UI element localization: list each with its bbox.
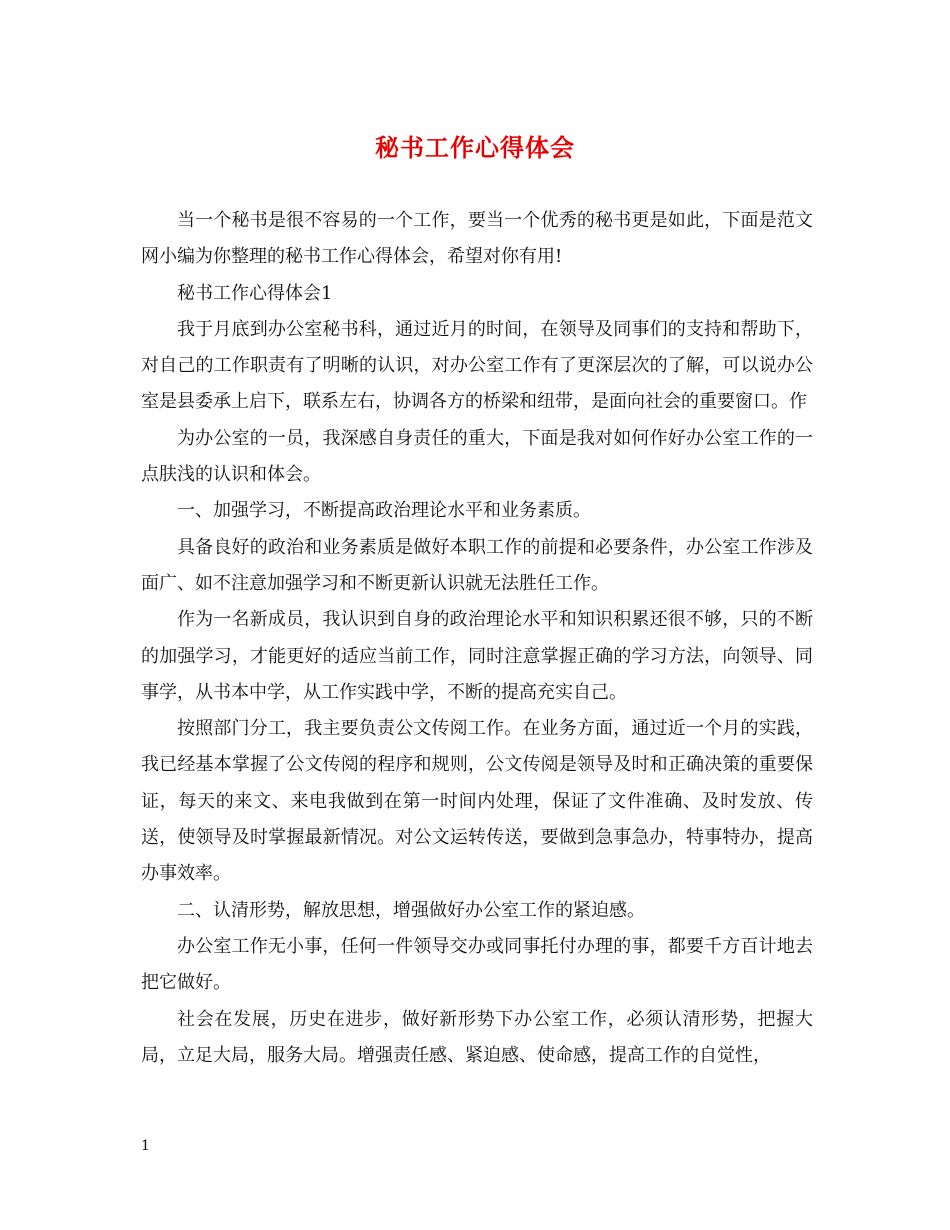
document-body [141, 203, 813, 1074]
paragraph-heading-situation: 二、认清形势，解放思想，增强做好办公室工作的紧迫感。 [177, 899, 645, 921]
paragraph: 具备良好的政治和业务素质是做好本职工作的前提和必要条件，办公室工作涉及面广、如不注意加强学习和不断更新认识就无法胜任工作。 [141, 536, 813, 594]
paragraph-intro: 当一个秘书是很不容易的一个工作，要当一个优秀的秘书更是如此，下面是范文网小编为你整理的秘书工作心得体会，希望对你有用! [141, 210, 813, 268]
paragraph: 办公室工作无小事，任何一件领导交办或同事托付办理的事，都要千方百计地去把它做好。 [141, 935, 813, 994]
paragraph: 为办公室的一员，我深感自身责任的重大，下面是我对如何作好办公室工作的一点肤浅的认识和体会。 [141, 427, 813, 486]
paragraph: 社会在发展，历史在进步，做好新形势下办公室工作，必须认清形势，把握大局，立足大局，服务大局。增强责任感、紧迫感、使命感，提高工作的自觉性， [141, 1008, 813, 1066]
paragraph: 作为一名新成员，我认识到自身的政治理论水平和知识积累还很不够，只的不断的加强学习，才能更好的适应当前工作，同时注意掌握正确的学习方法，向领导、同事学，从书本中学，从工作实践中学，不断的提高充实自己。 [141, 609, 813, 703]
paragraph: 按照部门分工，我主要负责公文传阅工作。在业务方面，通过近一个月的实践，我已经基本掌握了公文传阅的程序和规则，公文传阅是领导及时和正确决策的重要保证，每天的来文、来电我做到在第一时间内处理，保证了文件准确、及时发放、传送，使领导及时掌握最新情况。对公文运转传送，要做到急事急办，特事特办，提高办事效率。 [141, 718, 813, 885]
paragraph-section-heading-1: 秘书工作心得体会1 [177, 282, 333, 304]
paragraph-heading-learning: 一、加强学习，不断提高政治理论水平和业务素质。 [177, 500, 591, 522]
document-title: 秘书工作心得体会 [375, 133, 575, 162]
paragraph: 我于月底到办公室秘书科，通过近月的时间，在领导及同事们的支持和帮助下，对自己的工作职责有了明晰的认识，对办公室工作有了更深层次的了解，可以说办公室是县委承上启下，联系左右，协调各方的桥梁和纽带，是面向社会的重要窗口。作 [141, 318, 813, 413]
page-number: 1 [141, 1138, 150, 1154]
